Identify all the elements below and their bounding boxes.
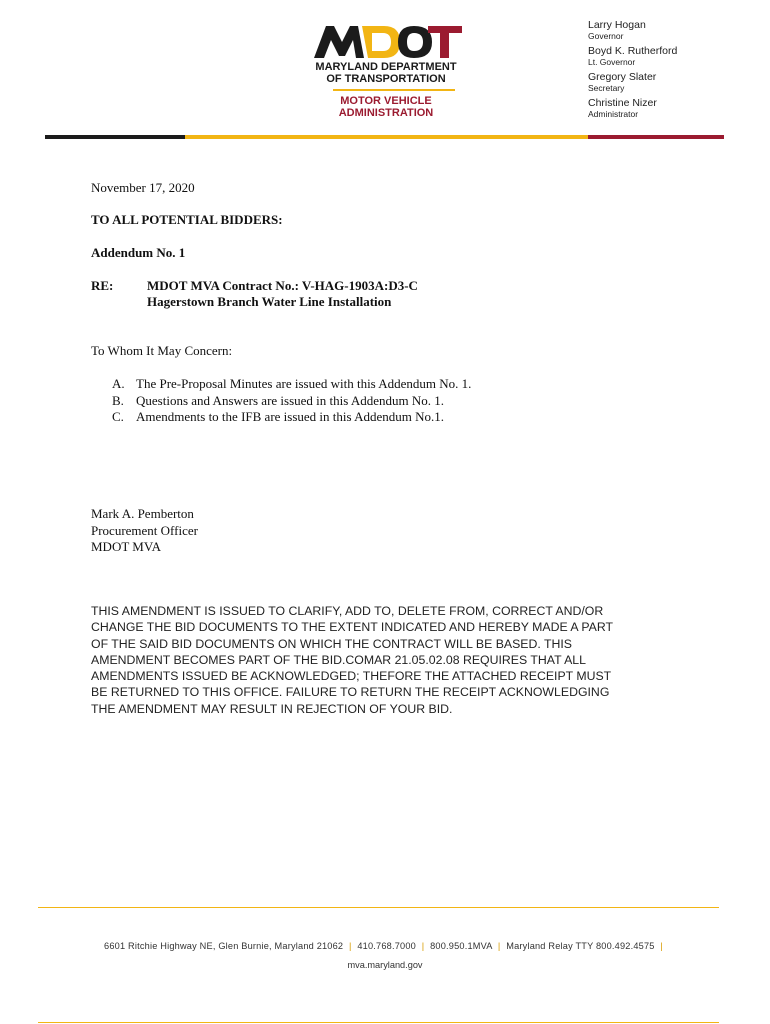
header-band-red (588, 135, 724, 139)
footer-separator: | (421, 941, 425, 951)
official-title: Secretary (588, 83, 625, 93)
footer-address: 6601 Ritchie Highway NE, Glen Burnie, Maryland 21062 (104, 941, 344, 951)
project-title: Hagerstown Branch Water Line Installation (147, 294, 392, 309)
official-title: Administrator (588, 109, 639, 119)
addendum-number: Addendum No. 1 (91, 245, 186, 260)
list-item (112, 393, 471, 410)
header-band-gold (185, 135, 588, 139)
contract-number: MDOT MVA Contract No.: V-HAG-1903A:D3-C (147, 278, 418, 293)
list-item-text: Questions and Answers are issued in this Addendum No. 1. (136, 392, 445, 408)
official-title: Governor (588, 31, 624, 41)
recipients-heading: TO ALL POTENTIAL BIDDERS: (91, 212, 283, 227)
letterhead-divider (333, 89, 455, 91)
signature-block (91, 506, 198, 556)
footer-website[interactable]: mva.maryland.gov (347, 960, 423, 970)
signer-name: Mark A. Pemberton (91, 506, 194, 521)
list-item-text: The Pre-Proposal Minutes are issued with this Addendum No. 1. (136, 376, 472, 391)
official-secretary (588, 71, 677, 93)
dept-name-line1: MARYLAND DEPARTMENT (315, 61, 457, 73)
footer-bottom-rule (38, 1022, 719, 1023)
footer-separator: | (497, 941, 501, 951)
signer-org: MDOT MVA (91, 539, 161, 554)
dept-name-line2: OF TRANSPORTATION (326, 73, 446, 85)
official-administrator (588, 97, 677, 119)
list-item-marker: A. (112, 376, 125, 391)
official-lt-governor (588, 45, 677, 67)
list-item-text: Amendments to the IFB are issued in this Addendum No.1. (136, 409, 445, 424)
footer-top-rule (38, 907, 719, 908)
footer-phone-tollfree: 800.950.1MVA (430, 941, 493, 951)
official-name: Larry Hogan (588, 19, 646, 31)
amendment-notice: THIS AMENDMENT IS ISSUED TO CLARIFY, ADD TO, DELETE FROM, CORRECT AND/OR CHANGE THE BID DOCUMENTS TO THE EXTENT INDICATED AND HEREBY MADE A PART OF THE SAID BID DOCUMENTS ON WHICH THE CONTRACT WILL BE BASED. THIS AMENDMENT BECOMES PART OF THE BID.COMAR 21.05.02.08 REQUIRES THAT ALL AMENDMENTS ISSUED BE ACKNOWLEDGED; THEFORE THE ATTACHED RECEIPT MUST BE RETURNED TO THIS OFFICE. FAILURE TO RETURN THE RECEIPT ACKNOWLEDGING THE AMENDMENT MAY RESULT IN REJECTION OF YOUR BID. (91, 604, 614, 716)
mva-line1: MOTOR VEHICLE (340, 95, 432, 107)
list-item (112, 409, 471, 426)
footer-phone-main: 410.768.7000 (357, 941, 416, 951)
footer-relay: Maryland Relay TTY 800.492.4575 (506, 941, 655, 951)
footer-separator: | (660, 941, 663, 951)
official-title: Lt. Governor (588, 57, 636, 67)
official-name: Boyd K. Rutherford (588, 45, 678, 57)
list-item (112, 376, 471, 393)
mva-line2: ADMINISTRATION (338, 107, 434, 119)
salutation: To Whom It May Concern: (91, 343, 233, 358)
re-label: RE: (91, 278, 114, 293)
footer-separator: | (349, 941, 352, 951)
officials-list (588, 19, 677, 123)
footer-contact-line (38, 941, 732, 951)
official-name: Christine Nizer (588, 97, 657, 109)
letter-date: November 17, 2020 (91, 180, 195, 195)
list-item-marker: B. (112, 392, 124, 408)
mdot-logo (312, 22, 464, 60)
list-item-marker: C. (112, 409, 124, 424)
official-name: Gregory Slater (588, 71, 657, 83)
addendum-items-list (112, 376, 471, 426)
header-band-black (45, 135, 185, 139)
signer-title: Procurement Officer (91, 522, 198, 538)
official-governor (588, 19, 677, 41)
